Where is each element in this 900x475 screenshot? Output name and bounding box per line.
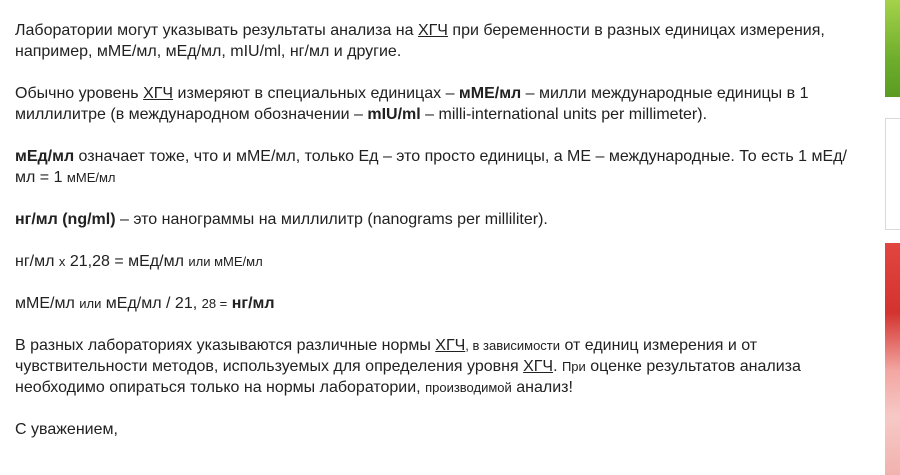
paragraph-med-ml: мЕд/мл означает тоже, что и мМЕ/мл, только Ед – это просто единицы, а МЕ – международные. То есть 1 мЕд/мл = 1 мМЕ/мл [15,148,847,186]
paragraph-lab-norms: В разных лабораториях указываются различные нормы ХГЧ, в зависимости от единиц измерения и от чувствительности методов, используемых для определения уровня ХГЧ. При оценке результатов анализа необходимо опираться только на нормы лаборатории, производимой анализ! [15,337,801,396]
paragraph-units-intro: Лаборатории могут указывать результаты анализа на ХГЧ при беременности в разных единицах измерения, например, мМЕ/мл, мЕд/мл, mIU/ml, нг/мл и другие. [15,22,825,60]
signature-greeting: С уважением, [15,421,118,438]
unit-ng-ml: нг/мл (ng/ml) [15,211,116,228]
hcg-link[interactable]: ХГЧ [417,22,448,39]
hcg-link[interactable]: ХГЧ [435,337,466,354]
unit-ng-ml-result: нг/мл [231,295,275,312]
unit-miu-ml: mIU/ml [367,106,421,123]
sidebar-green-banner[interactable] [885,0,900,97]
formula-mme-to-ng: мМЕ/мл или мЕд/мл / 21, 28 = нг/мл [15,295,275,312]
article-body [15,20,865,440]
sidebar-white-box [885,118,900,230]
unit-mme-ml: мМЕ/мл [458,85,522,102]
paragraph-ng-ml: нг/мл (ng/ml) – это нанограммы на миллилитр (nanograms per milliliter). [15,211,548,228]
paragraph-mme-ml: Обычно уровень ХГЧ измеряют в специальных единицах – мМЕ/мл – милли международные единицы в 1 миллилитре (в международном обозначении – mIU/ml – milli-international units per millimeter). [15,85,809,123]
sidebar-red-banner[interactable] [885,243,900,475]
hcg-link[interactable]: ХГЧ [523,358,554,375]
formula-ng-to-med: нг/мл х 21,28 = мЕд/мл или мМЕ/мл [15,253,263,270]
hcg-link[interactable]: ХГЧ [143,85,174,102]
unit-med-ml: мЕд/мл [15,148,75,165]
